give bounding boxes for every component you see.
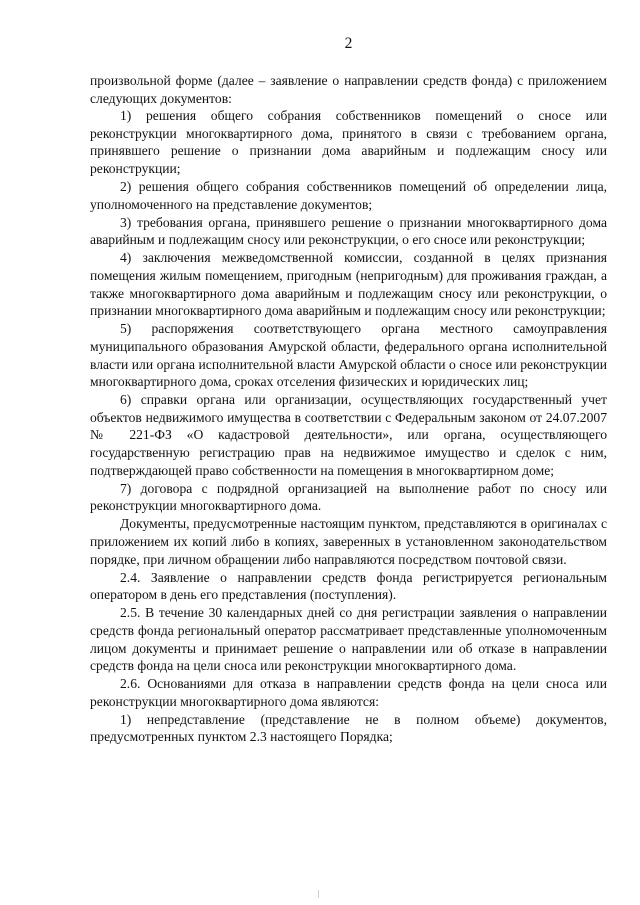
list-item-3: 3) требования органа, принявшего решение о признании многоквартирного дома аварийным и подлежащим сносу или реконструкции, о его сносе или реконструкции;: [90, 214, 607, 248]
paragraph-2-4: 2.4. Заявление о направлении средств фонда регистрируется региональным оператором в день его представления (поступления).: [90, 569, 607, 603]
list-item-2: 2) решения общего собрания собственников помещений об определении лица, уполномоченного на представление документов;: [90, 179, 607, 212]
paragraph-intro-continuation: произвольной форме (далее – заявление о направлении средств фонда) с приложением следующих документов:: [90, 73, 607, 106]
paragraph-2-6: 2.6. Основаниями для отказа в направлении средств фонда на цели сноса или реконструкции многоквартирного дома являются:: [90, 676, 607, 709]
scan-artifact-mark: [318, 890, 319, 898]
page-number: 2: [344, 35, 353, 52]
list-item-7: 7) договора с подрядной организацией на выполнение работ по сносу или реконструкции многоквартирного дома.: [90, 480, 607, 514]
document-body: [90, 72, 607, 746]
list-item-1: 1) решения общего собрания собственников помещений о сносе или реконструкции многоквартирного дома, принятого в связи с требованием органа, принявшего решение о признании дома аварийным и подлежащим сносу или реконструкции;: [90, 108, 607, 176]
paragraph-documents-submission: Документы, предусмотренные настоящим пунктом, представляются в оригиналах с приложением их копий либо в копиях, заверенных в установленном законодательством порядке, при личном обращении либо направляются посредством почтовой связи.: [90, 516, 607, 567]
paragraph-2-5: 2.5. В течение 30 календарных дней со дня регистрации заявления о направлении средств фонда региональный оператор рассматривает представленные уполномоченным лицом документы и принимает решение о направлении или об отказе в направлении средств фонда на цели сноса или реконструкции многоквартирного дома.: [90, 605, 607, 674]
list-item-6: 6) справки органа или организации, осуществляющих государственный учет объектов недвижимого имущества в соответствии с Федеральным законом от 24.07.2007 № 221-ФЗ «О кадастровой деятельности», или органа, осуществляющего государственную регистрацию прав на недвижимое имущество и сделок с ним, подтверждающей право собственности на помещения в многоквартирном доме;: [90, 392, 607, 478]
list-item-4: 4) заключения межведомственной комиссии, созданной в целях признания помещения жилым помещением, пригодным (непригодным) для проживания граждан, а также многоквартирного дома аварийным и подлежащим сносу или реконструкции, о признании многоквартирного дома аварийным и подлежащим сносу или реконструкции;: [90, 250, 607, 319]
paragraph-2-6-item-1: 1) непредставление (представление не в полном объеме) документов, предусмотренных пунктом 2.3 настоящего Порядка;: [90, 711, 607, 745]
list-item-5: 5) распоряжения соответствующего органа местного самоуправления муниципального образования Амурской области, федерального органа исполнительной власти или органа исполнительной власти Амурской области о сносе или реконструкции многоквартирного дома, сроках отселения физических и юридических лиц;: [90, 321, 607, 390]
